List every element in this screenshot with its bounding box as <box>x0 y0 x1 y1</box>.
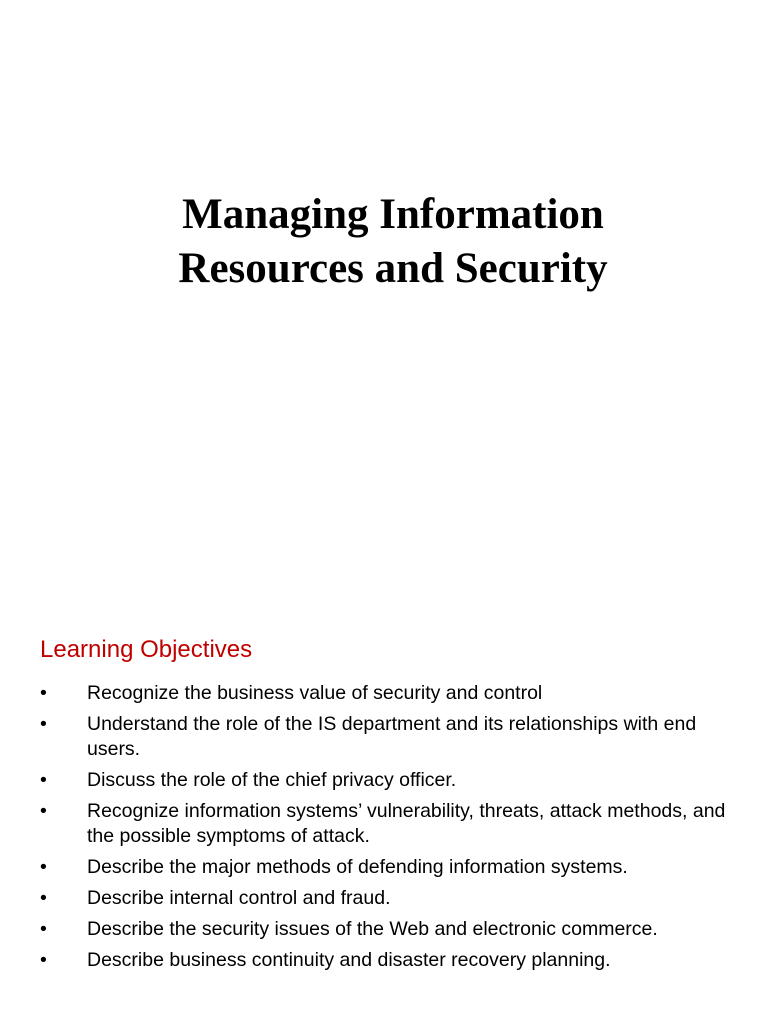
bullet-icon: • <box>40 682 47 704</box>
bullet-icon: • <box>40 800 47 822</box>
objective-text: Describe the security issues of the Web and electronic commerce. <box>87 918 658 940</box>
bullet-icon: • <box>40 887 47 909</box>
objective-item-6 <box>0 886 768 911</box>
learning-objectives-heading: Learning Objectives <box>40 636 253 663</box>
learning-objectives-list <box>0 681 768 979</box>
objective-item-7 <box>0 917 768 942</box>
slide-title <box>0 188 768 296</box>
slide-title-line-1: Managing Information <box>182 191 604 238</box>
bullet-icon: • <box>40 769 47 791</box>
objective-item-3 <box>0 768 768 793</box>
objective-text: Describe internal control and fraud. <box>87 887 391 909</box>
bullet-icon: • <box>40 713 47 735</box>
bullet-icon: • <box>40 918 47 940</box>
objective-text: Describe the major methods of defending information systems. <box>87 856 628 878</box>
objective-text: Discuss the role of the chief privacy officer. <box>87 769 457 791</box>
objective-item-2 <box>0 712 768 762</box>
bullet-icon: • <box>40 856 47 878</box>
objective-text: Understand the role of the IS department and its relationships with end users. <box>87 713 697 760</box>
objective-item-1 <box>0 681 768 706</box>
slide-title-line-2: Resources and Security <box>178 245 608 292</box>
objective-text: Recognize the business value of security and control <box>87 682 543 704</box>
bullet-icon: • <box>40 949 47 971</box>
objective-text: Describe business continuity and disaster recovery planning. <box>87 949 611 971</box>
objective-item-4 <box>0 799 768 849</box>
objective-text: Recognize information systems’ vulnerability, threats, attack methods, and the possible symptoms of attack. <box>87 800 726 847</box>
objective-item-5 <box>0 855 768 880</box>
objective-item-8 <box>0 948 768 973</box>
